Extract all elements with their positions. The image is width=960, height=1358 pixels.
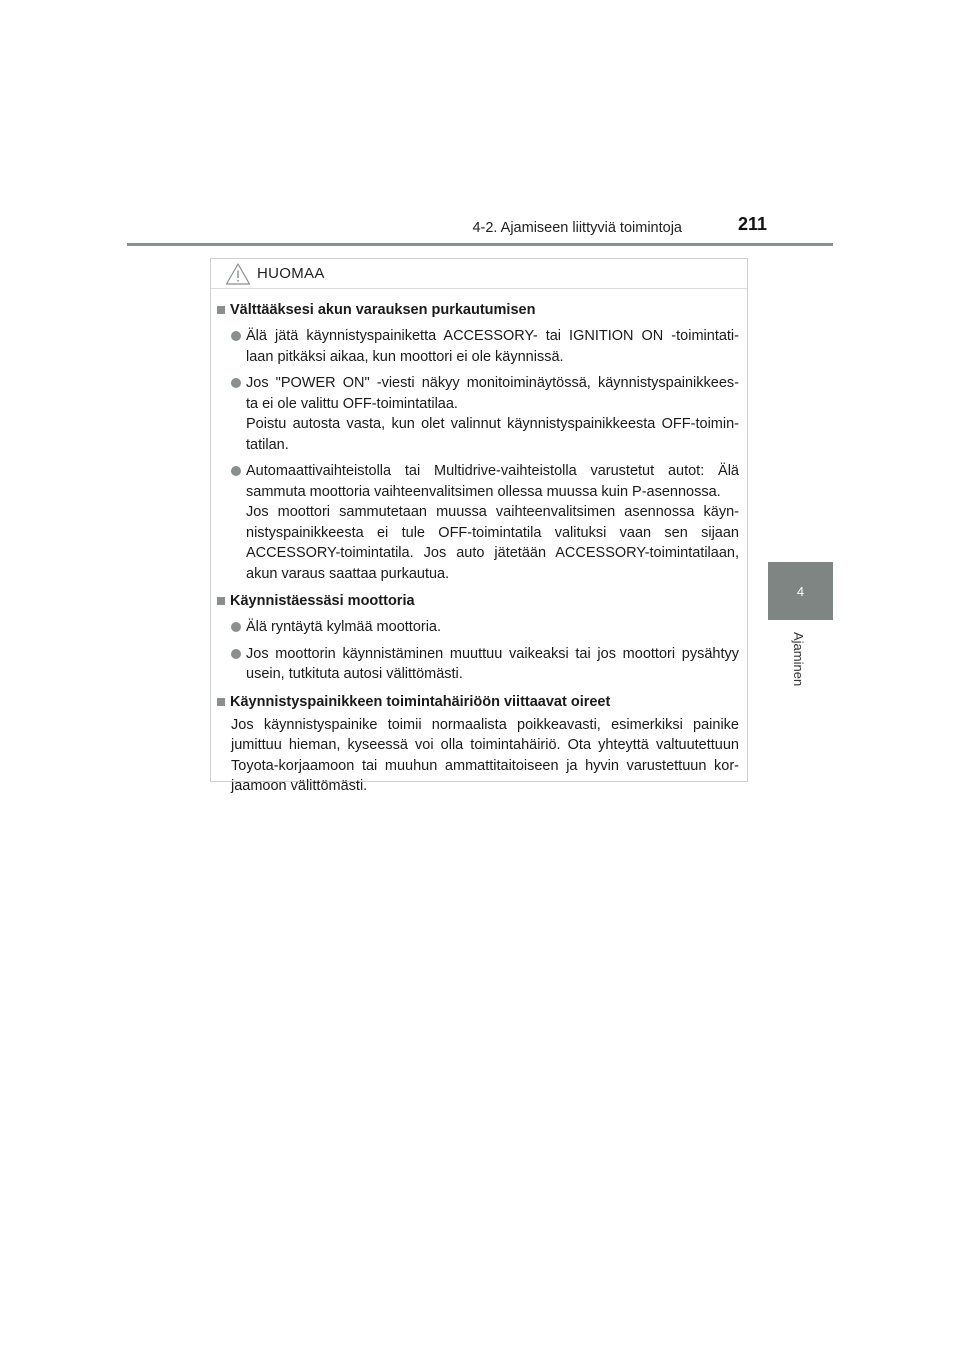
section-heading-text: Käynnistyspainikkeen toimintahäiriöön viittaavat oireet xyxy=(230,693,611,710)
header-rule xyxy=(127,243,833,246)
square-bullet-icon xyxy=(217,597,225,605)
notice-header xyxy=(211,259,747,289)
text-line: Poistu autosta vasta, kun olet valinnut käynnistyspainikkeesta OFF-toimin- xyxy=(246,416,739,432)
text-line: Toyota-korjaamoon tai muuhun ammattitaitoiseen ja hyvin varustettuun kor- xyxy=(231,757,739,774)
text-line: tatilan. xyxy=(246,436,289,453)
bullet-text xyxy=(246,461,739,584)
text-line: Jos moottorin käynnistäminen muuttuu vaikeaksi tai jos moottori pysähtyy xyxy=(246,645,739,662)
list-item xyxy=(217,326,739,367)
text-line: nistyspainikkeesta ei tule OFF-toimintatila valituksi vaan sen sijaan xyxy=(246,524,739,541)
notice-body xyxy=(211,289,747,797)
round-bullet-icon xyxy=(231,378,241,388)
round-bullet-icon xyxy=(231,622,241,632)
round-bullet-icon xyxy=(231,466,241,476)
text-line: jaamoon välittömästi. xyxy=(231,778,368,794)
round-bullet-icon xyxy=(231,331,241,341)
list-item xyxy=(217,644,739,685)
notice-box xyxy=(210,258,748,794)
chapter-label: Ajaminen xyxy=(791,632,806,687)
text-line: Jos käynnistyspainike toimii normaalista poikkeavasti, esimerkiksi painike xyxy=(231,716,739,733)
chapter-number: 4 xyxy=(796,583,805,599)
text-line: laan pitkäksi aikaa, kun moottori ei ole käynnissä. xyxy=(246,348,564,365)
bullet-text xyxy=(246,617,739,638)
section-heading-text: Välttääksesi akun varauksen purkautumisen xyxy=(230,302,536,318)
section-heading xyxy=(217,693,739,712)
text-line: jumittuu hieman, kyseessä voi olla toimintahäiriö. Ota yhteyttä valtuutettuun xyxy=(231,737,739,753)
text-line: Jos moottori sammutetaan muussa vaihteenvalitsimen asennossa käyn- xyxy=(246,504,739,520)
square-bullet-icon xyxy=(217,306,225,314)
round-bullet-icon xyxy=(231,649,241,659)
section-heading xyxy=(217,592,739,611)
notice-title: HUOMAA xyxy=(257,265,325,282)
warning-triangle-icon xyxy=(225,262,251,286)
text-line: Automaattivaihteistolla tai Multidrive-vaihteistolla varustetut autot: Älä xyxy=(246,463,739,479)
text-line: Älä jätä käynnistyspainiketta ACCESSORY- tai IGNITION ON -toimintati- xyxy=(246,328,739,344)
text-line: ACCESSORY-toimintatila. Jos auto jätetään ACCESSORY-toimintatilaan, xyxy=(246,545,739,561)
bullet-text xyxy=(246,373,739,455)
list-item xyxy=(217,373,739,455)
page-number: 211 xyxy=(738,214,768,234)
bullet-text xyxy=(246,644,739,685)
header-section-title: 4-2. Ajamiseen liittyviä toimintoja xyxy=(472,220,682,236)
paragraph xyxy=(217,715,739,797)
section-heading xyxy=(217,301,739,320)
text-line: Jos "POWER ON" -viesti näkyy monitoiminäytössä, käynnistyspainikkees- xyxy=(246,375,739,391)
list-item xyxy=(217,461,739,584)
section-heading-text: Käynnistäessäsi moottoria xyxy=(230,593,415,609)
text-line: akun varaus saattaa purkautua. xyxy=(246,565,450,582)
text-line: usein, tutkituta autosi välittömästi. xyxy=(246,666,463,682)
text-line: ta ei ole valittu OFF-toimintatilaa. xyxy=(246,395,458,412)
list-item xyxy=(217,617,739,638)
text-line: sammuta moottoria vaihteenvalitsimen ollessa muussa kuin P-asennossa. xyxy=(246,483,721,500)
chapter-tab xyxy=(768,562,833,620)
text-line: Älä ryntäytä kylmää moottoria. xyxy=(246,619,442,635)
bullet-text xyxy=(246,326,739,367)
square-bullet-icon xyxy=(217,698,225,706)
